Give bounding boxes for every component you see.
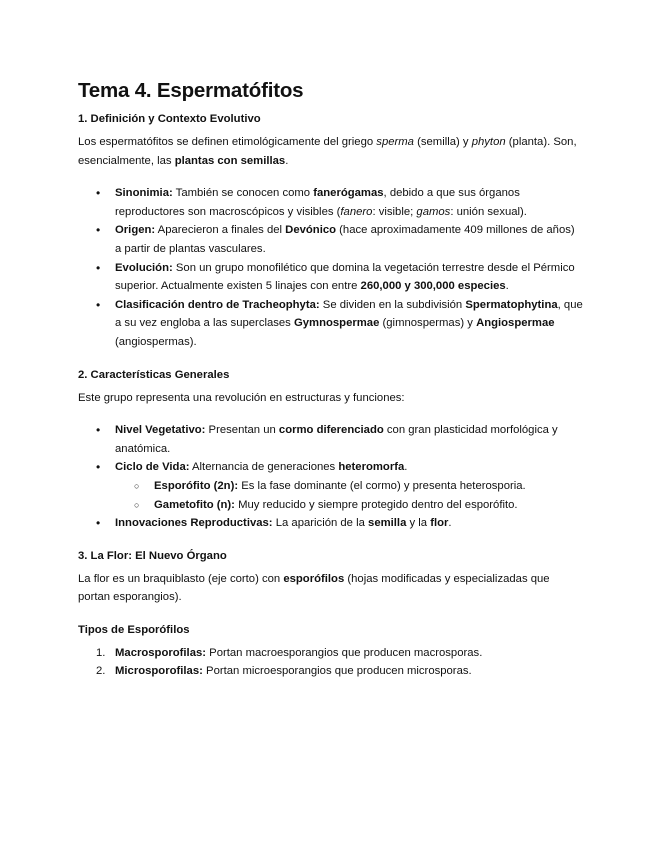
sublist-item-gametofito: ○ Gametofito (n): Muy reducido y siempre protegido dentro del esporófito.	[115, 496, 584, 515]
document-title: Tema 4. Espermatófitos	[78, 79, 304, 102]
list-item-macrosporofilas: 1. Macrosporofilas: Portan macroesporangios que producen macrosporas.	[78, 644, 584, 663]
list-item-clasificacion: • Clasificación dentro de Tracheophyta: Se dividen en la subdivisión Spermatophytina, que a su vez engloba a las superclases Gymnospermae (gimnospermas) y Angiospermae (angiospermas).	[78, 296, 584, 352]
section-3-heading: 3. La Flor: El Nuevo Órgano	[78, 549, 227, 562]
section-1-list	[78, 184, 584, 351]
list-item-origen: • Origen: Aparecieron a finales del Devónico (hace aproximadamente 409 millones de años) a partir de plantas vasculares.	[78, 221, 584, 258]
list-item-sinonimia: • Sinonimia: También se conocen como fanerógamas, debido a que sus órganos reproductores son macroscópicos y visibles (fanero: visible; gamos: unión sexual).	[78, 184, 584, 221]
section-2-list	[78, 421, 584, 533]
list-item-ciclo: • Ciclo de Vida: Alternancia de generaciones heteromorfa. ○ Esporófito (2n): Es la fase dominante (el cormo) y presenta heterosporia. ○ Gametofito (n): Muy reducido y siempre protegido dentro del esporófito.	[78, 458, 584, 514]
document-content	[78, 78, 584, 681]
section-2-intro: Este grupo representa una revolución en estructuras y funciones:	[78, 391, 405, 404]
list-item-evolucion: • Evolución: Son un grupo monofilético que domina la vegetación terrestre desde el Pérmico superior. Actualmente existen 5 linajes con entre 260,000 y 300,000 especies.	[78, 259, 584, 296]
section-3-intro: La flor es un braquiblasto (eje corto) con esporófilos (hojas modificadas y especializadas que portan esporangios).	[78, 572, 550, 604]
section-2-heading: 2. Características Generales	[78, 368, 230, 381]
list-item-innovaciones: • Innovaciones Reproductivas: La aparición de la semilla y la flor.	[78, 514, 584, 533]
esporofilos-subheading: Tipos de Esporófilos	[78, 623, 190, 636]
list-number: 1.	[96, 646, 106, 659]
list-item-microsporofilas: 2. Microsporofilas: Portan microesporangios que producen microsporas.	[78, 662, 584, 681]
list-item-vegetativo: • Nivel Vegetativo: Presentan un cormo diferenciado con gran plasticidad morfológica y anatómica.	[78, 421, 584, 458]
esporofilos-list	[78, 644, 584, 681]
sublist-item-esporofito: ○ Esporófito (2n): Es la fase dominante (el cormo) y presenta heterosporia.	[115, 477, 584, 496]
section-1-intro: Los espermatófitos se definen etimológicamente del griego sperma (semilla) y phyton (planta). Son, esencialmente, las plantas con semillas.	[78, 136, 577, 167]
ciclo-sublist	[115, 477, 584, 514]
list-number: 2.	[96, 665, 106, 678]
section-1-heading: 1. Definición y Contexto Evolutivo	[78, 113, 261, 125]
